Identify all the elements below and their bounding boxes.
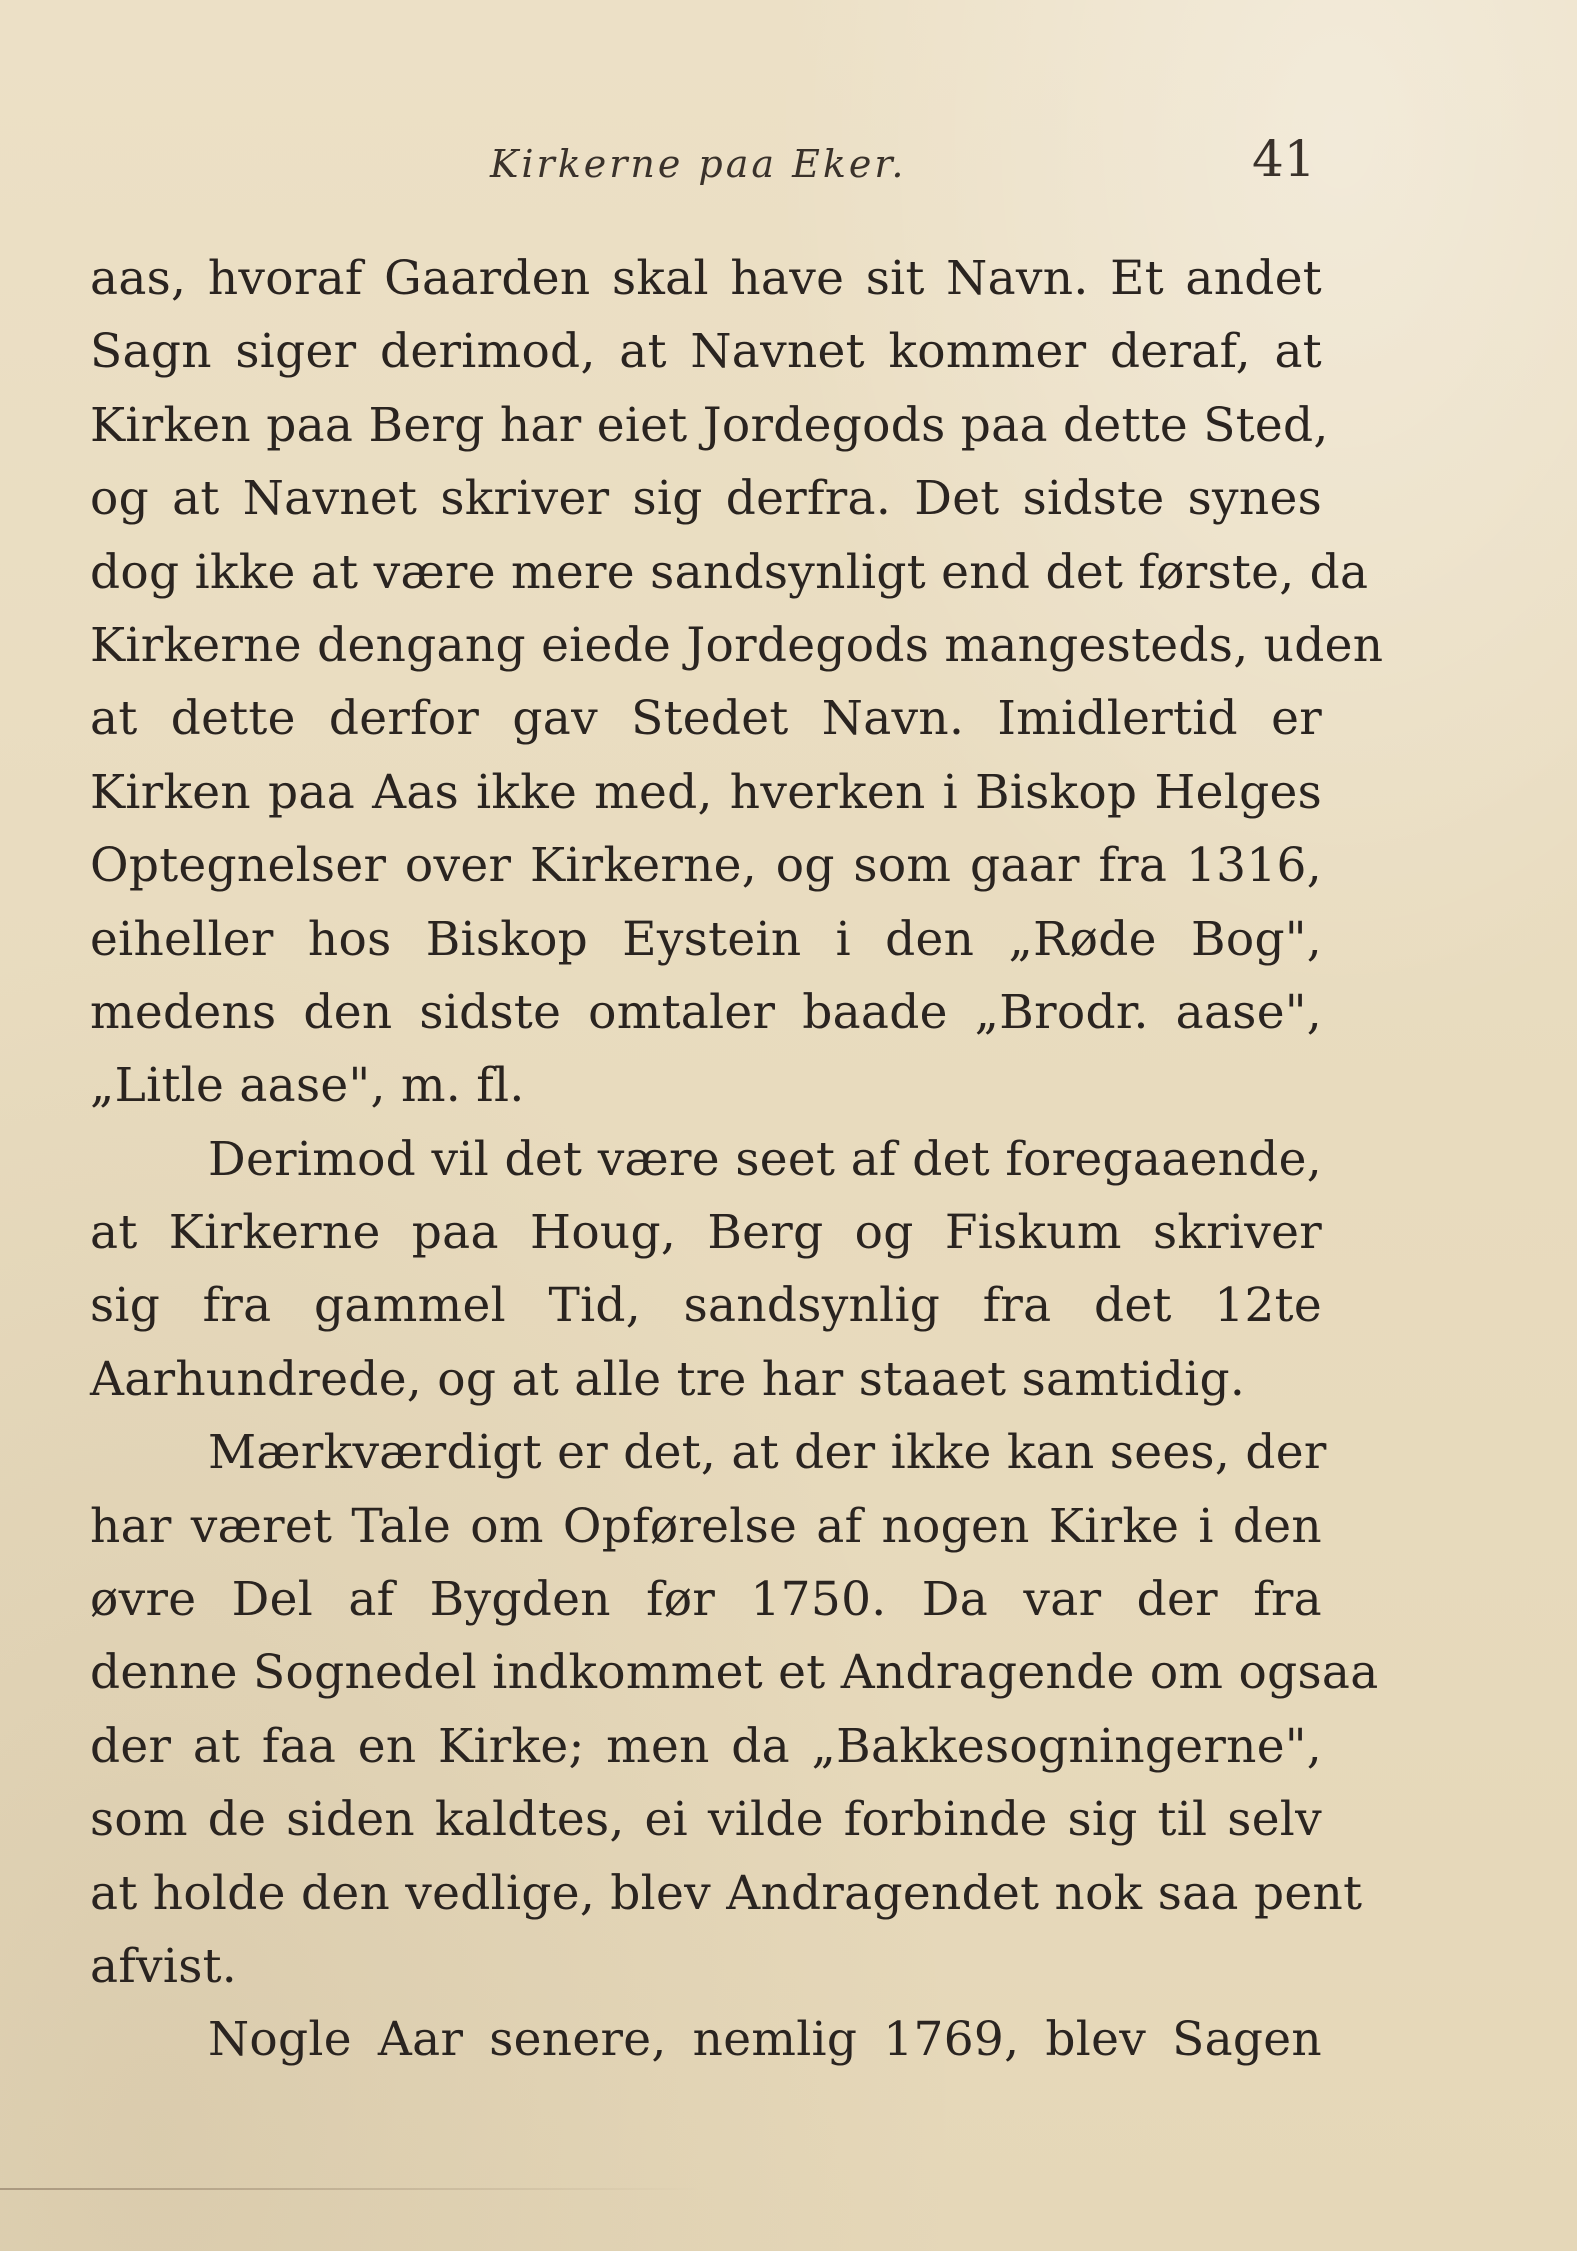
text-line: Mærkværdigt er det, at der ikke kan sees, der	[208, 1425, 1327, 1481]
text-line: sig fra gammel Tid, sandsynlig fra det 12te	[90, 1278, 1322, 1334]
text-line: afvist.	[90, 1938, 238, 1994]
text-line: at Kirkerne paa Houg, Berg og Fiskum skriver	[90, 1205, 1322, 1261]
text-line: at dette derfor gav Stedet Navn. Imidlertid er	[90, 691, 1322, 747]
text-line: Kirkerne dengang eiede Jordegods mangesteds, uden	[90, 617, 1384, 673]
text-line: Sagn siger derimod, at Navnet kommer deraf, at	[90, 324, 1322, 380]
text-line: Optegnelser over Kirkerne, og som gaar fra 1316,	[90, 838, 1322, 894]
text-line: denne Sognedel indkommet et Andragende om ogsaa	[90, 1645, 1379, 1701]
text-line: Nogle Aar senere, nemlig 1769, blev Sagen	[208, 2012, 1322, 2068]
text-line: som de siden kaldtes, ei vilde forbinde sig til selv	[90, 1792, 1322, 1848]
body-text	[90, 242, 1384, 2077]
text-line: „Litle aase", m. fl.	[90, 1058, 525, 1114]
text-line: øvre Del af Bygden før 1750. Da var der fra	[90, 1572, 1322, 1628]
page-edge-shadow	[0, 2188, 700, 2190]
page-header	[0, 128, 1577, 198]
text-line: Derimod vil det være seet af det foregaaende,	[208, 1131, 1322, 1187]
text-line: der at faa en Kirke; men da „Bakkesogningerne",	[90, 1718, 1322, 1774]
text-line: at holde den vedlige, blev Andragendet nok saa pent	[90, 1865, 1363, 1921]
text-line: eiheller hos Biskop Eystein i den „Røde Bog",	[90, 911, 1322, 967]
text-line: Kirken paa Aas ikke med, hverken i Biskop Helges	[90, 764, 1322, 820]
text-line: dog ikke at være mere sandsynligt end det første, da	[90, 544, 1369, 600]
running-title: Kirkerne paa Eker.	[490, 142, 907, 186]
text-line: har været Tale om Opførelse af nogen Kirke i den	[90, 1498, 1322, 1554]
text-line: aas, hvoraf Gaarden skal have sit Navn. Et andet	[90, 251, 1322, 306]
text-line: Aarhundrede, og at alle tre har staaet samtidig.	[90, 1351, 1246, 1407]
text-line: Kirken paa Berg har eiet Jordegods paa dette Sted,	[90, 397, 1329, 453]
page-number: 41	[1252, 130, 1316, 188]
text-line: medens den sidste omtaler baade „Brodr. aase",	[90, 984, 1322, 1040]
text-line: og at Navnet skriver sig derfra. Det sidste synes	[90, 471, 1322, 527]
